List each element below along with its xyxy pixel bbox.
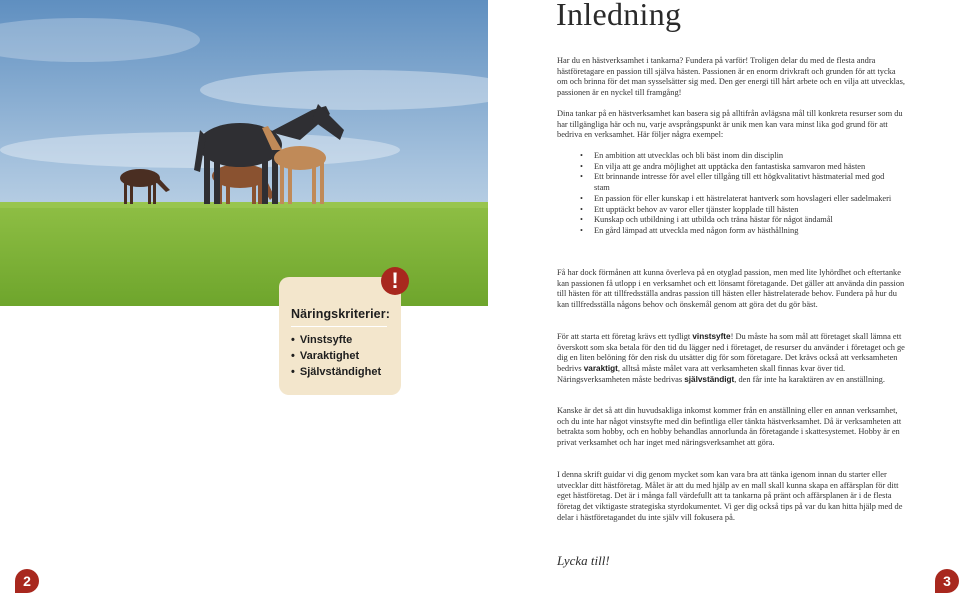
example-item: • En gård lämpad att utveckla med någon form av hästhållning bbox=[580, 226, 900, 237]
criteria-item: • Vinstsyfte bbox=[291, 332, 381, 348]
criteria-text: För att starta ett företag krävs ett tydligt bbox=[557, 332, 693, 341]
keyword-durability: varaktigt bbox=[583, 364, 618, 374]
guide-paragraph: I denna skrift guidar vi dig genom mycket som kan vara bra att tänka igenom innan du starter eller utvecklar ditt hästföretag. Målet är att du med hjälp av en mall skall kunna skapa en affärsplan för ditt eget hästföretag. Det är i många fall värdefullt att ta tankarna på pränt och affärsplanen är i de flesta företag det viktigaste strategiska styrdokumentet. Vi ger dig också tips på var du kan hitta hjälp med de delar i hästföretagandet du inte själv vill fokusera på. bbox=[557, 470, 903, 522]
page-title: Inledning bbox=[556, 0, 682, 32]
example-item: • Ett brinnande intresse för avel eller tillgång till ett högkvalitativt hästmaterial med god stam bbox=[580, 172, 900, 193]
criteria-text: , alltså måste målet vara att verksamheten skall finnas kvar över tid. Näringsverksamheten måste bedrivas bbox=[557, 364, 846, 384]
passion-paragraph: Få har dock förmånen att kunna överleva på en otyglad passion, men med lite lyhördhet och eftertanke kan passionen få utlopp i en verksamhet och ett lönsamt företagande. Det gäller att använda din passion till hästen för att tillfredsställa andras passion till hästen eller hästrelaterade behov. Fundera på hur du kan tillfredsställa någons behov och önskemål genom att göra det du gör bäst. bbox=[557, 268, 905, 310]
resources-paragraph: Dina tankar på en hästverksamhet kan basera sig på alltifrån avlägsna mål till konkreta resurser som du har tillgängliga här och nu, varje avsprångspunkt är unik men kan vara minst lika god grund för att bedriva en verksamhet. Här följer några exempel: bbox=[557, 109, 903, 140]
criteria-list bbox=[291, 332, 381, 380]
criteria-heading: Näringskriterier: bbox=[291, 307, 390, 321]
closing-text: Lycka till! bbox=[557, 553, 610, 568]
example-item: • En passion för eller kunskap i ett hästrelaterat hantverk som hovslageri eller sadelmakeri bbox=[580, 194, 900, 205]
criteria-paragraph bbox=[557, 332, 907, 386]
page-number-left: 2 bbox=[15, 569, 39, 593]
horses-photo bbox=[0, 0, 488, 306]
page-number-right: 3 bbox=[935, 569, 959, 593]
keyword-independence: självständigt bbox=[684, 374, 735, 384]
example-item: • Ett upptäckt behov av varor eller tjänster kopplade till hästen bbox=[580, 205, 900, 216]
criteria-text: , den får inte ha karaktären av en anställning. bbox=[734, 374, 885, 384]
criteria-box bbox=[279, 277, 401, 395]
intro-paragraph: Har du en hästverksamhet i tankarna? Fundera på varför! Troligen delar du med de flesta andra hästföretagare en passion till själva hästen. Passionen är en enorm drivkraft och grunden för att tycka om och brinna för det man sysselsätter sig med. Den ger energi till hårt arbete och en vilja att utvecklas, passionen är en nyckel till framgång! bbox=[557, 56, 905, 98]
criteria-item: • Självständighet bbox=[291, 364, 381, 380]
examples-list bbox=[580, 151, 900, 237]
horses-illustration bbox=[0, 0, 488, 306]
exclamation-icon: ! bbox=[381, 267, 409, 295]
example-item: • Kunskap och utbildning i att utbilda och träna hästar för något ändamål bbox=[580, 215, 900, 226]
criteria-divider bbox=[291, 326, 387, 327]
criteria-text: ! Du måste ha som mål att företaget skall lämna ett överskott som ska betala för den tid du lägger ned i företaget, de resurser du använder i företaget och ge dig en liten belöning för den risk du utsätter dig för som företagare. Det krävs också att verksamheten bedrivs bbox=[557, 332, 905, 374]
example-item: • En ambition att utvecklas och bli bäst inom din disciplin bbox=[580, 151, 900, 162]
criteria-item: • Varaktighet bbox=[291, 348, 381, 364]
hobby-paragraph: Kanske är det så att din huvudsakliga inkomst kommer från en anställning eller en annan verksamhet, och du inte har något vinstsyfte med din befintliga eller tänkta hästverksamhet. Då är verksamheten att betrakta som hobby, och en hobby behandlas annorlunda än företagande i skattesystemet. Hobby är en privat verksamhet och har inget med näringsverksamhet att göra. bbox=[557, 406, 902, 448]
example-item: • En vilja att ge andra möjlighet att upptäcka den fantastiska samvaron med hästen bbox=[580, 162, 900, 173]
keyword-profit: vinstsyfte bbox=[692, 332, 731, 341]
